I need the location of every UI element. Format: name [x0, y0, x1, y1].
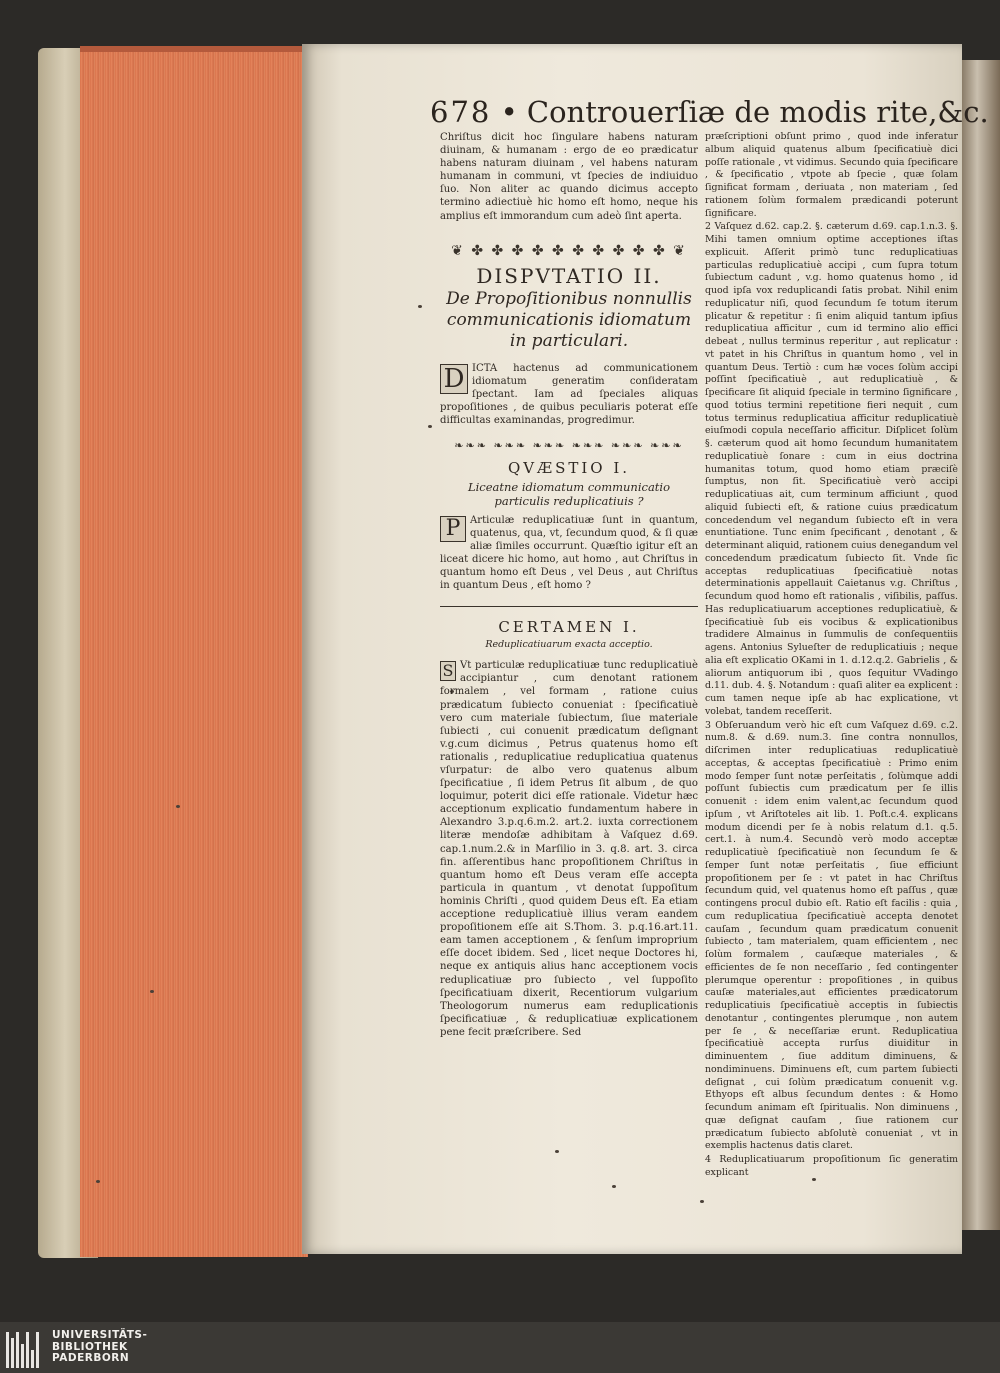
right-paragraph-1: præſcriptioni obſunt primo , quod inde inferatur album aliquid quatenus album ſpecificatiuè dici poſſe rationale , vt vidimus. Secundo quia ſpecificare , & ſpecificatio , vtpote ab ſpecie , quæ ſolam ſignificat formam , deriuata , non materiam , ſed rationem ſolùm formalem prædicandi poterunt ſignificare.: [705, 131, 958, 219]
certamen-text: Vt particulæ reduplicatiuæ tunc reduplicatiuè accipiantur , cum denotant rationem formalem , vel formam , ratione cuius prædicatum ſubiecto conueniat : ſpecificatiuè vero cum materiale ſubiectum, ſiue materiale ſubiecti , cui conuenit prædicatum deſignant v.g.cum dicimus , Petrus quatenus homo eſt rationalis , reduplicatiue reduplicatiua quatenus vſurpatur: de albo vero quatenus album ſpecificatiue , ſi idem Petrus ſit album , de quo loquimur, poterit dici eſſe rationale. Videtur hæc acceptionum explicatio fundamentum habere in Alexandro 3.p.q.6.m.2. art.2. iuxta correctionem literæ mendoſæ adhibitam à Vaſquez d.69. cap.1.num.2.& in Marſilio in 3. q.8. art. 3. circa fin. aſſerentibus hanc propoſitionem Chriſtus in quantum homo eſt Deus veram eſſe accepta particula in quantum , vt denotat ſuppoſitum hominis Chriſti , quod quidem Deus eſt. Ea etiam acceptione reduplicatiuè illius veram eandem propoſitionem eſſe ait S.Thom. 3. p.q.16.art.11. eam tamen acceptionem , & ſenſum improprium eſſe docet ibidem. Sed , licet neque Doctores hi, neque ex antiquis alius hanc acceptionem vocis reduplicatiuæ pro ſubiecto , vel ſuppoſito ſpecificatiuam dixerit, Recentiorum vulgarium Theologorum numerus eam reduplicationis ſpecificatiuæ , & reduplicatiuæ explicationem pene fecit præſcribere. Sed: [440, 660, 698, 1038]
right-column: [705, 131, 958, 1181]
running-header: 678 • Controuerſiæ de modis rite,&c.: [430, 95, 989, 129]
wormhole: [418, 305, 422, 308]
library-name-line2: BIBLIOTHEK: [52, 1340, 128, 1353]
wormhole: [612, 1185, 616, 1188]
footer-bar: [0, 1322, 1000, 1373]
disputatio-subtitle: De Propoſitionibus nonnullis communicationis idiomatum in particulari.: [446, 288, 692, 351]
quaestio-text: Articulæ reduplicatiuæ ſunt in quantum, quatenus, qua, vt, ſecundum quod, & ſi quæ aliæ ſimiles occurrunt. Quæſtio igitur eſt an liceat dicere hic homo, aut homo , aut Chriſtus in quantum homo eſt Deus , vel Deus , aut Chriſtus in quantum Deus , eſt homo ?: [440, 514, 698, 591]
disputatio-title: DISPVTATIO II.: [476, 263, 662, 288]
wormhole: [176, 805, 180, 808]
library-name: [52, 1330, 147, 1365]
certamen-title: CERTAMEN I.: [498, 618, 640, 637]
library-logo-icon: [6, 1328, 46, 1368]
intro-paragraph: Chriſtus dicit hoc ſingulare habens naturam diuinam, & humanam : ergo de eo prædicatur habens naturam diuinam , vel habens naturam humanam in communi, vt ſpecies de indiuiduo ſuo. Non aliter ac quando dicimus accepto termino adiectiuè hic homo eſt homo, neque his amplius eſt immorandum cum adeò ſint aperta.: [440, 132, 698, 222]
wormhole: [555, 1150, 559, 1153]
library-name-line1: UNIVERSITÄTS-: [52, 1329, 148, 1341]
drop-cap-p: P: [440, 516, 466, 542]
wormhole: [150, 990, 154, 993]
wormhole: [700, 1200, 704, 1203]
right-paragraph-4: 4 Reduplicatiuarum propoſitionum ſic generatim explicant: [705, 1154, 958, 1178]
page-number: 678: [430, 95, 492, 129]
divider-ornament: ❧❧❧ ❧❧❧ ❧❧❧ ❧❧❧ ❧❧❧ ❧❧❧: [454, 439, 684, 453]
quaestio-title: QVÆSTIO I.: [507, 459, 631, 478]
ornament-band: ❦ ✤ ✤ ✤ ✤ ✤ ✤ ✤ ✤ ✤ ✤ ❦: [451, 242, 687, 259]
wormhole: [96, 1180, 100, 1183]
red-page-edge: [80, 52, 308, 1257]
drop-cap-s: S: [440, 661, 456, 681]
drop-cap-d: D: [440, 364, 468, 394]
library-name-line3: PADERBORN: [52, 1352, 130, 1364]
section-rule: [440, 606, 698, 607]
certamen-subtitle: Reduplicatiuarum exacta acceptio.: [485, 639, 653, 651]
wormhole: [428, 425, 432, 428]
right-paragraph-3: 3 Obſeruandum verò hic eſt cum Vaſquez d.69. c.2. num.8. & d.69. num.3. ſine contra nonnullos, diſcrimen inter reduplicatiuas reduplicatiuè acceptas, & acceptas ſpecificatiuè : Primo enim modo ſemper ſunt notæ perſeitatis , ſolùmque addi poſſunt ſubiectis cum prædicatum per ſe illis conuenit : idem enim valent,ac ſecundum quod ipſum , vt Ariſtoteles ait lib. 1. Poſt.c.4. explicans modum dicendi per ſe à nobis relatum d.1. q.5. cert.1. à num.4. Secundò verò modo acceptæ reduplicatiuè ſpecificatiuè non ſecundum ſe & ſemper ſunt notæ perſeitatis , ſiue efficiunt propoſitionem per ſe : vt patet in hac Chriſtus ſecundum quid, vel quatenus homo eſt paſſus , quæ contingens procul dubio eſt. Ratio eſt facilis : quia , cum reduplicatiua ſpecificatiuè accepta denotet cauſam , ſecundum quam prædicatum conuenit ſubiecto , tam materialem, quam efficientem , nec ſolùm formalem , cauſæque materiales , & efficientes de ſe non neceſſario , ſed contingenter plerumque operentur : propoſitiones , in quibus cauſæ materiales,aut efficientes prædicatorum reduplicatiuis ſpecificatiuè acceptis in ſubiectis denotantur , contingentes plerumque , non autem per ſe , & neceſſariæ erunt. Reduplicatiua ſpecificatiuè accepta rurſus diuiditur in diminuentem , ſiue additum diminuens, & nondiminuens. Diminuens eſt, cum partem ſubiecti deſignat , cui ſolùm prædicatum conuenit v.g. Ethyops eſt albus ſecundum dentes : & Homo ſecundum animam eſt ſpiritualis. Non diminuens , quæ deſignat cauſam , ſiue rationem cur prædicatum ſubiecto abſolutè conueniat , vt in exemplis hactenus datis claret.: [705, 719, 958, 1152]
right-paragraph-2: 2 Vaſquez d.62. cap.2. §. cæterum d.69. cap.1.n.3. §. Mihi tamen omnium optime acceptiones iſtas explicuit. Aſſerit primò tunc reduplicatiuas particulas reduplicatiuè accipi , cum ſupra totum ſubiectum cadunt , v.g. homo quatenus homo , id quod ipſa vox reduplicandi ſatis probat. Nihil enim reduplicatur niſi, quod ſecundum ſe totum iterum plicatur & repetitur : ſi enim aliquid tantum ipſius reduplicatiua afficitur , cum id termino alio effici debeat , nullus terminus reperitur , aut replicatur : vt patet in his Chriſtus in quantum homo , vel in quantum Deus. Tertiò : cum hæ voces ſolùm accipi poſſint ſpecificatiuè , aut reduplicatiuè , & ſpecificare ſit aliquid ſpeciale in termino ſignificare , quod totius termini repetitione fieri nequit , cum totus terminus reduplicatiua afficitur reduplicatiuè eiuſmodi copula neceſſario afficitur. Diſplicet ſolùm §. cæterum quod ait homo ſecundum humanitatem reduplicatiuè ſonare : cum in eius doctrina humanitas totum, quod homo etiam præciſè ſumptus, non ſit. Specificatiuè verò accipi reduplicatiuas ait, cum terminum afficiunt , quod aliquid ſubiecti eſt, & ratione cuius prædicatum concedendum vel negandum ſubiecto eſt in vera enuntiatione. Tunc enim ſpecificant , denotant , & determinant aliquid, rationem cuius denegandum vel concedendum prædicatum ſubiecto ſit. Vnde ſic acceptas reduplicatiuas ſpecificatiuè notas determinationis appellauit Caietanus v.g. Chriſtus , ſecundum quod homo eſt rationalis , viſibilis, paſſus. Has reduplicatiuarum acceptiones reduplicatiuè, & ſpecificatiuè ſub eis vocibus & explicationibus tradidere Almainus in ſummulis de conſequentiis agens. Antonius Sylueſter de reduplicatiuis ; neque alia eſt explicatio OKami in 1. d.12.q.2. Gabrielis , & aliorum antiquorum ibi , quos ſequitur VVadingo d.11. dub. 4. §. Notandum : quaſi aliter ea explicent : cum tamen neque ipſe ab hac explicatione, vt volebat, tandem receſſerit.: [705, 221, 958, 717]
next-page-edge: [962, 60, 1000, 1230]
running-title: Controuerſiæ de modis rite,&c.: [526, 95, 989, 129]
disputatio-text: ICTA hactenus ad communicationem idiomatum generatim conſideratam ſpectant. Iam ad ſpeciales aliquas propoſitiones , de quibus peculiaris poterat eſſe difficultas examinandas, progredimur.: [440, 362, 698, 427]
quaestio-subtitle: Liceatne idiomatum communicatio particulis reduplicatiuis ?: [467, 479, 671, 508]
left-column: [440, 131, 698, 1040]
